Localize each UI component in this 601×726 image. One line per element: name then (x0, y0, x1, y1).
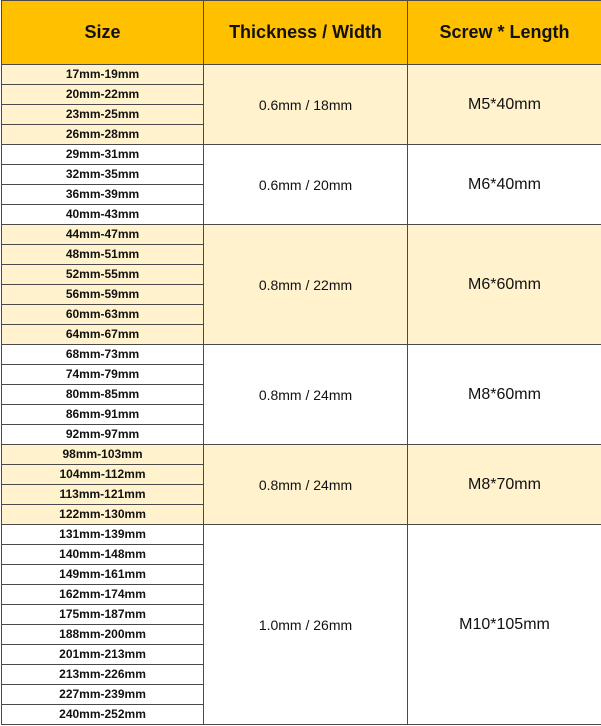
thickness-width-cell: 0.8mm / 24mm (204, 445, 408, 525)
size-range-cell: 80mm-85mm (2, 385, 204, 405)
size-range-cell: 175mm-187mm (2, 605, 204, 625)
size-range-cell: 36mm-39mm (2, 185, 204, 205)
size-range-cell: 48mm-51mm (2, 245, 204, 265)
thickness-width-cell: 0.6mm / 18mm (204, 65, 408, 145)
screw-length-cell: M8*70mm (408, 445, 601, 525)
size-range-cell: 104mm-112mm (2, 465, 204, 485)
size-range-cell: 29mm-31mm (2, 145, 204, 165)
size-range-cell: 98mm-103mm (2, 445, 204, 465)
screw-length-cell: M5*40mm (408, 65, 601, 145)
hose-clamp-spec-table (1, 0, 601, 725)
table-row (2, 65, 601, 85)
size-range-cell: 26mm-28mm (2, 125, 204, 145)
size-range-cell: 92mm-97mm (2, 425, 204, 445)
size-range-cell: 113mm-121mm (2, 485, 204, 505)
size-range-cell: 213mm-226mm (2, 665, 204, 685)
size-range-cell: 64mm-67mm (2, 325, 204, 345)
table-row (2, 445, 601, 465)
size-range-cell: 131mm-139mm (2, 525, 204, 545)
screw-length-cell: M6*60mm (408, 225, 601, 345)
size-range-cell: 32mm-35mm (2, 165, 204, 185)
size-range-cell: 149mm-161mm (2, 565, 204, 585)
size-range-cell: 20mm-22mm (2, 85, 204, 105)
size-range-cell: 60mm-63mm (2, 305, 204, 325)
size-range-cell: 44mm-47mm (2, 225, 204, 245)
size-range-cell: 162mm-174mm (2, 585, 204, 605)
size-range-cell: 17mm-19mm (2, 65, 204, 85)
size-range-cell: 56mm-59mm (2, 285, 204, 305)
size-range-cell: 74mm-79mm (2, 365, 204, 385)
size-range-cell: 52mm-55mm (2, 265, 204, 285)
size-range-cell: 23mm-25mm (2, 105, 204, 125)
thickness-width-cell: 0.8mm / 22mm (204, 225, 408, 345)
screw-length-cell: M10*105mm (408, 525, 601, 725)
table-row (2, 145, 601, 165)
thickness-width-cell: 0.6mm / 20mm (204, 145, 408, 225)
header-row (2, 1, 601, 65)
thickness-width-cell: 0.8mm / 24mm (204, 345, 408, 445)
size-range-cell: 227mm-239mm (2, 685, 204, 705)
size-range-cell: 188mm-200mm (2, 625, 204, 645)
thickness-width-cell: 1.0mm / 26mm (204, 525, 408, 725)
size-range-cell: 140mm-148mm (2, 545, 204, 565)
screw-length-column-header: Screw * Length (408, 1, 601, 65)
spec-table-body (2, 65, 601, 725)
size-range-cell: 86mm-91mm (2, 405, 204, 425)
thickness-width-column-header: Thickness / Width (204, 1, 408, 65)
size-range-cell: 68mm-73mm (2, 345, 204, 365)
size-column-header: Size (2, 1, 204, 65)
size-range-cell: 122mm-130mm (2, 505, 204, 525)
table-row (2, 225, 601, 245)
size-range-cell: 240mm-252mm (2, 705, 204, 725)
size-range-cell: 201mm-213mm (2, 645, 204, 665)
screw-length-cell: M8*60mm (408, 345, 601, 445)
table-row (2, 345, 601, 365)
screw-length-cell: M6*40mm (408, 145, 601, 225)
table-row (2, 525, 601, 545)
size-range-cell: 40mm-43mm (2, 205, 204, 225)
